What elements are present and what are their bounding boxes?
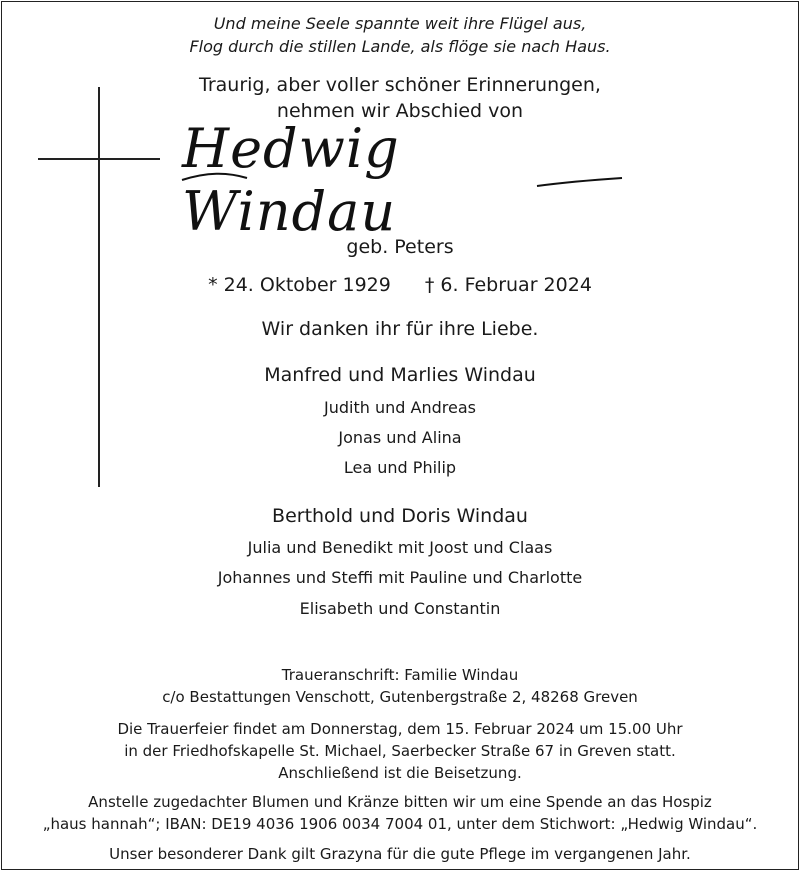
obituary-notice <box>1 1 799 870</box>
family-2-member: Julia und Benedikt mit Joost und Claas <box>247 538 553 557</box>
family-2-member: Elisabeth und Constantin <box>299 599 501 618</box>
maiden-name: geb. Peters <box>346 236 454 258</box>
address-line-2: c/o Bestattungen Venschott, Gutenbergstraße 2, 48268 Greven <box>162 688 638 706</box>
family-2-member: Johannes und Steffi mit Pauline und Charlotte <box>217 568 583 587</box>
intro-line-1: Traurig, aber voller schöner Erinnerungen, <box>199 74 601 96</box>
address-line-1: Traueranschrift: Familie Windau <box>281 666 519 684</box>
donation-line-2: „haus hannah“; IBAN: DE19 4036 1906 0034 7004 01, unter dem Stichwort: „Hedwig Windau“. <box>42 815 758 833</box>
ceremony-line-1: Die Trauerfeier findet am Donnerstag, dem 15. Februar 2024 um 15.00 Uhr <box>117 720 683 738</box>
family-1-member: Jonas und Alina <box>338 428 462 447</box>
poem-line-2: Flog durch die stillen Lande, als flöge sie nach Haus. <box>189 37 611 56</box>
family-2-head: Berthold und Doris Windau <box>272 505 528 527</box>
family-1-member: Lea und Philip <box>343 458 457 477</box>
birth-date: * 24. Oktober 1929 <box>208 274 391 296</box>
ceremony-line-2: in der Friedhofskapelle St. Michael, Saerbecker Straße 67 in Greven statt. <box>124 742 676 760</box>
poem-line-1: Und meine Seele spannte weit ihre Flügel aus, <box>213 14 587 33</box>
intro-line-2: nehmen wir Abschied von <box>276 100 524 122</box>
donation-line-1: Anstelle zugedachter Blumen und Kränze bitten wir um eine Spende an das Hospiz <box>88 793 712 811</box>
death-date: † 6. Februar 2024 <box>424 274 592 296</box>
deceased-name: Hedwig Windau <box>182 117 400 243</box>
thanks-line: Wir danken ihr für ihre Liebe. <box>261 318 539 340</box>
ceremony-line-3: Anschließend ist die Beisetzung. <box>278 764 522 782</box>
closing-line: Unser besonderer Dank gilt Grazyna für die gute Pflege im vergangenen Jahr. <box>109 845 691 863</box>
family-1-head: Manfred und Marlies Windau <box>264 364 536 386</box>
life-dates <box>2 274 798 296</box>
family-1-member: Judith und Andreas <box>324 398 476 417</box>
